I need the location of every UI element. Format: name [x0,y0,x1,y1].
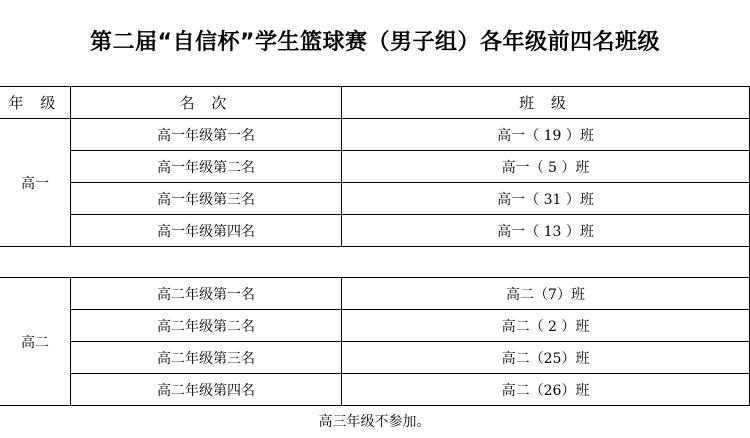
header-rank: 名 次 [71,87,342,119]
rank-cell: 高一年级第四名 [71,215,342,247]
rank-cell: 高一年级第二名 [71,151,342,183]
spacer-row [0,247,750,278]
class-cell: 高二（ 2 ）班 [342,310,750,342]
table-row [0,215,750,247]
table-row [0,183,750,215]
class-cell: 高一（ 13 ）班 [342,215,750,247]
spacer-cell [0,247,750,278]
table-row [0,151,750,183]
rank-cell: 高二年级第二名 [71,310,342,342]
rank-cell: 高一年级第三名 [71,183,342,215]
header-class: 班 级 [342,87,750,119]
class-cell: 高二（7）班 [342,278,750,310]
class-cell: 高一（ 5 ）班 [342,151,750,183]
ranking-table [0,86,750,436]
class-cell: 高一（ 31 ）班 [342,183,750,215]
class-cell: 高二（25）班 [342,342,750,374]
page-title: 第二届“自信杯”学生篮球赛（男子组）各年级前四名班级 [90,30,660,55]
class-cell: 高一（ 19 ）班 [342,119,750,151]
rank-cell: 高二年级第四名 [71,374,342,406]
rank-cell: 高一年级第一名 [71,119,342,151]
note-row [0,406,750,437]
class-cell: 高二（26）班 [342,374,750,406]
rank-cell: 高二年级第一名 [71,278,342,310]
table-row [0,310,750,342]
footnote: 高三年级不参加。 [318,414,431,430]
table-row [0,119,750,151]
grade-cell-2: 高二 [0,278,71,406]
grade-cell-1: 高一 [0,119,71,247]
table-row [0,374,750,406]
table-header-row [0,87,750,119]
header-grade: 年 级 [0,87,71,119]
table-row [0,278,750,310]
table-row [0,342,750,374]
rank-cell: 高二年级第三名 [71,342,342,374]
